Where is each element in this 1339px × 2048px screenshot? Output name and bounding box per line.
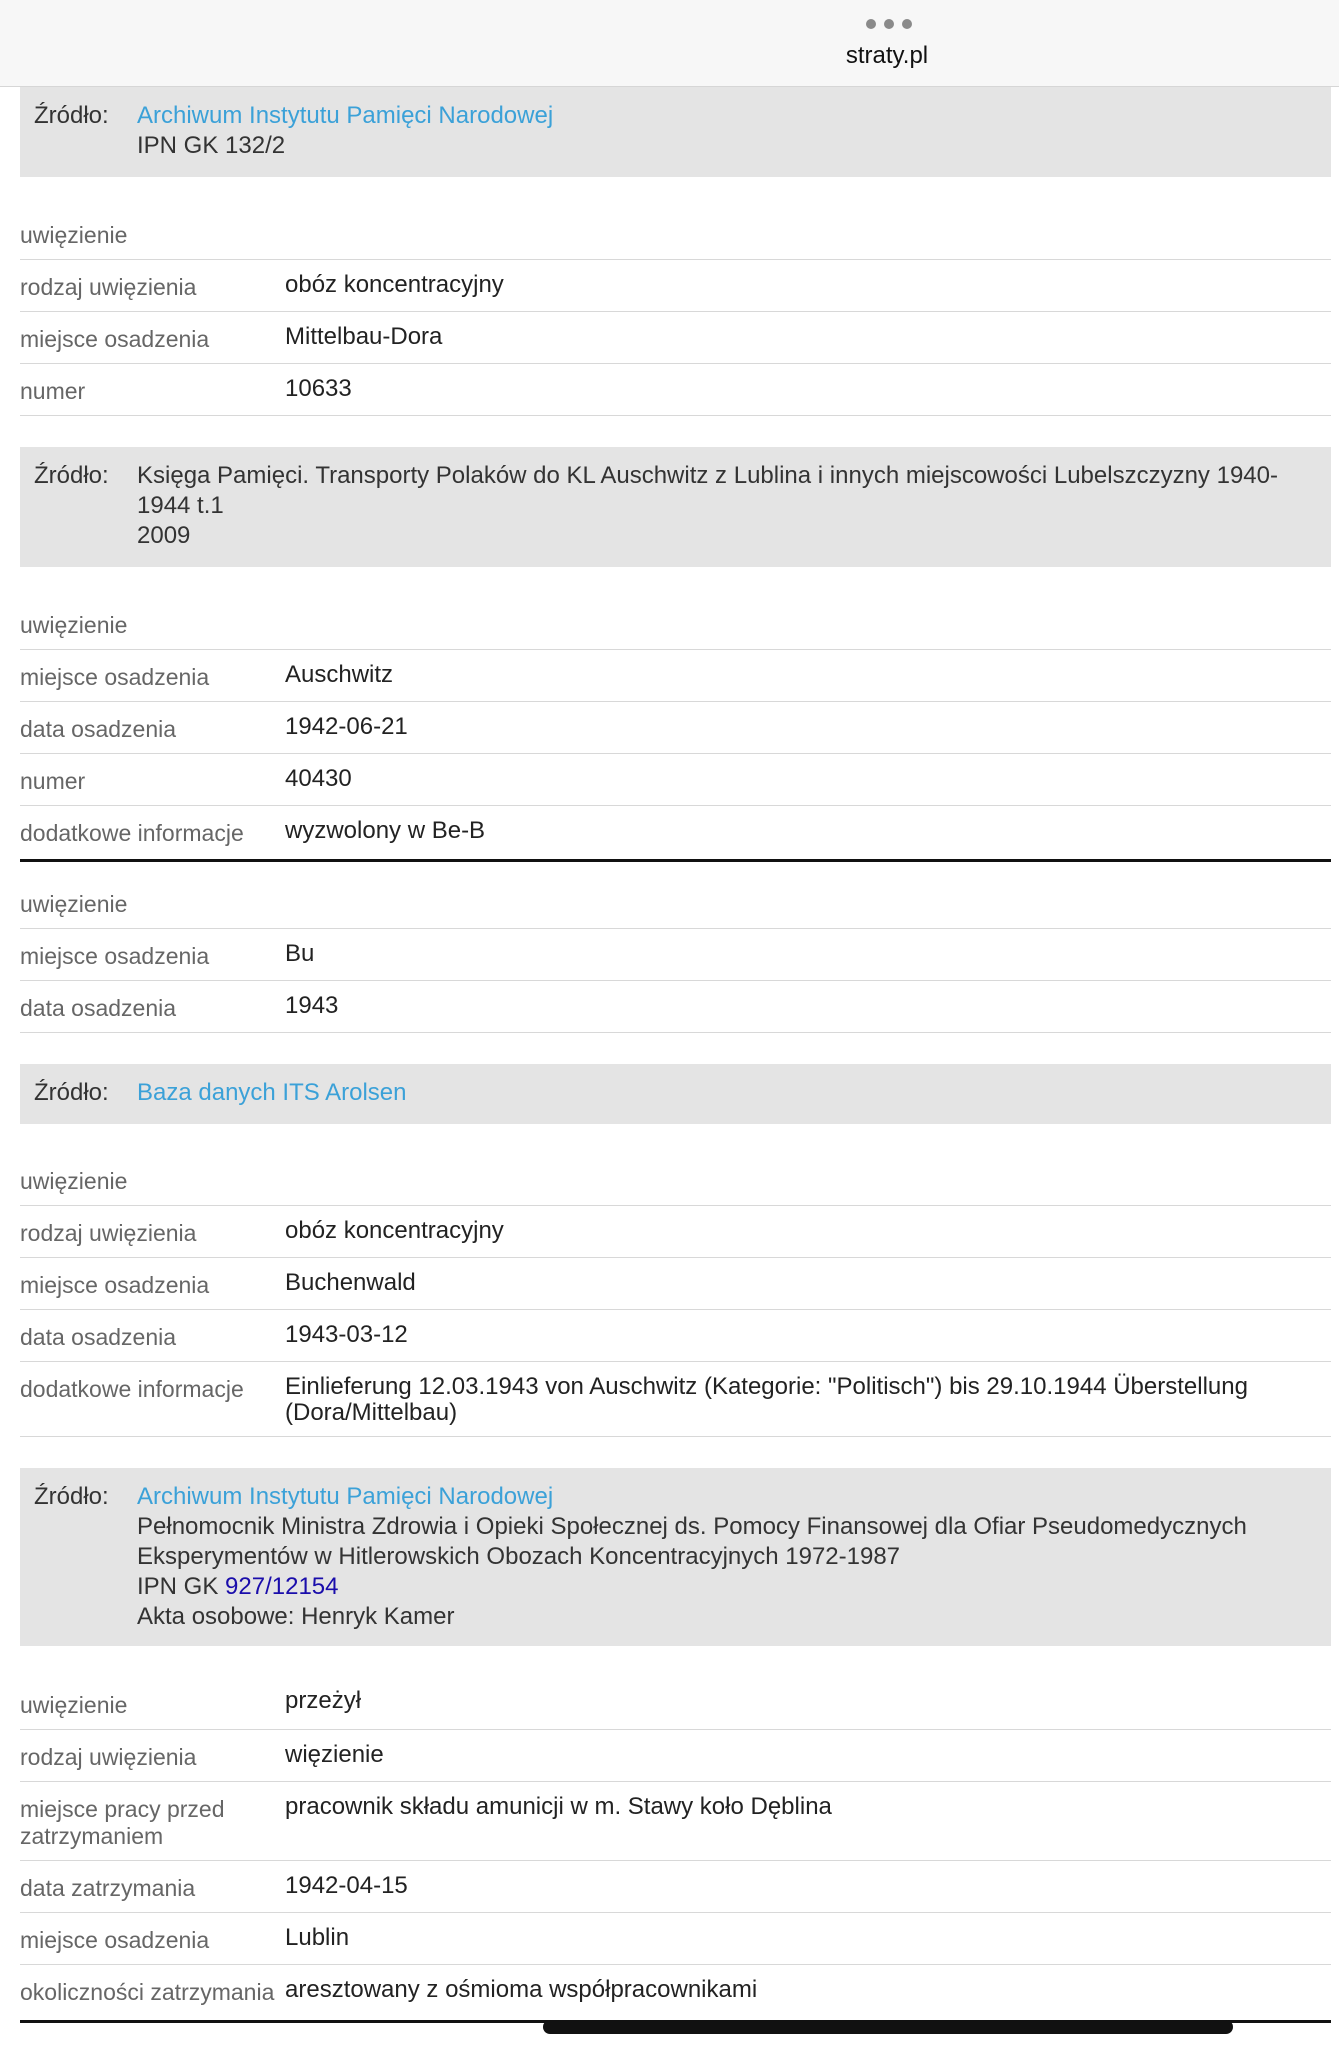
table-row [20,1164,1331,1206]
source-year: 2009 [137,522,191,549]
row-value: wyzwolony w Be-B [285,817,486,844]
row-value: 40430 [285,765,352,792]
row-key: data osadzenia [20,995,177,1021]
row-value: 1943 [285,992,339,1019]
source-label: Źródło: [34,102,109,129]
table-row [20,312,1331,364]
row-value: 1942-04-15 [285,1872,408,1899]
row-key: rodzaj uwięzienia [20,274,197,300]
row-key: miejsce osadzenia [20,1927,210,1953]
table-row [20,218,1331,260]
table-row [20,1782,1331,1861]
table-row [20,1965,1331,2023]
source-label: Źródło: [34,1483,109,1510]
row-value: 10633 [285,375,352,402]
row-key: miejsce osadzenia [20,943,210,969]
source-ipn [137,1572,1317,1602]
browser-top-bar [0,0,1339,87]
row-value: 1942-06-21 [285,713,408,740]
row-key: uwięzienie [20,222,128,248]
table-row [20,1310,1331,1362]
row-key: dodatkowe informacje [20,820,244,846]
row-value: obóz koncentracyjny [285,271,504,298]
ipn-link[interactable]: 927/12154 [225,1573,339,1600]
row-key: rodzaj uwięzienia [20,1220,197,1246]
row-value: Lublin [285,1924,350,1951]
ipn-prefix: IPN GK [137,1573,226,1600]
table-row [20,650,1331,702]
row-value: Einlieferung 12.03.1943 von Auschwitz (Kategorie: "Politisch") bis 29.10.1944 Überstellung [285,1373,1248,1400]
table-row [20,806,1331,862]
table-row [20,929,1331,981]
row-key: uwięzienie [20,1692,128,1718]
row-value: przeżył [285,1687,362,1714]
source-title: Księga Pamięci. Transporty Polaków do KL Auschwitz z Lublina i innych miejscowości Lubelszczyzny 1940- [137,462,1278,489]
row-value: aresztowany z ośmioma współpracownikami [285,1976,758,2003]
source-reference: IPN GK 132/2 [137,132,286,159]
source-link[interactable]: Archiwum Instytutu Pamięci Narodowej [137,102,554,129]
site-domain[interactable]: straty.pl [845,42,929,69]
source-link[interactable]: Baza danych ITS Arolsen [137,1079,407,1106]
row-key: data osadzenia [20,716,177,742]
row-key: uwięzienie [20,891,128,917]
row-value: 1943-03-12 [285,1321,408,1348]
row-key: data zatrzymania [20,1875,196,1901]
source-box [20,447,1331,567]
table-row [20,981,1331,1033]
source-title-cont: 1944 t.1 [137,492,224,519]
row-key: numer [20,378,86,404]
row-key: okoliczności zatrzymania [20,1979,275,2005]
row-value-cont: (Dora/Mittelbau) [285,1399,458,1426]
row-key: miejsce pracy przed [20,1796,225,1822]
source-box [20,1064,1331,1124]
row-key-cont: zatrzymaniem [20,1823,164,1849]
row-value: więzienie [285,1741,384,1768]
home-indicator[interactable] [543,2020,1233,2034]
more-options-icon[interactable] [866,18,912,30]
table-row [20,888,1331,929]
table-row [20,1730,1331,1782]
source-desc-line: Eksperymentów w Hitlerowskich Obozach Koncentracyjnych 1972-1987 [137,1543,901,1570]
row-value: Auschwitz [285,661,394,688]
row-key: uwięzienie [20,1168,128,1194]
row-value: obóz koncentracyjny [285,1217,504,1244]
table-row [20,1258,1331,1310]
table-row [20,1362,1331,1437]
source-label: Źródło: [34,462,109,489]
row-key: miejsce osadzenia [20,664,210,690]
source-label: Źródło: [34,1079,109,1106]
row-value: Bu [285,940,315,967]
row-key: data osadzenia [20,1324,177,1350]
source-link[interactable]: Archiwum Instytutu Pamięci Narodowej [137,1483,554,1510]
table-row [20,1861,1331,1913]
table-row [20,1913,1331,1965]
table-row [20,364,1331,416]
row-value: pracownik składu amunicji w m. Stawy koło Dęblina [285,1793,832,1820]
source-box [20,87,1331,177]
source-desc-line: Pełnomocnik Ministra Zdrowia i Opieki Społecznej ds. Pomocy Finansowej dla Ofiar Pseudomedycznych [137,1513,1247,1540]
table-row [20,754,1331,806]
row-key: numer [20,768,86,794]
row-key: dodatkowe informacje [20,1376,244,1402]
row-key: miejsce osadzenia [20,1272,210,1298]
table-row [20,608,1331,650]
row-key: uwięzienie [20,612,128,638]
table-row [20,1676,1331,1730]
source-box [20,1468,1331,1646]
table-row [20,702,1331,754]
row-key: miejsce osadzenia [20,326,210,352]
table-row [20,1206,1331,1258]
row-value: Mittelbau-Dora [285,323,443,350]
row-key: rodzaj uwięzienia [20,1744,197,1770]
source-akta: Akta osobowe: Henryk Kamer [137,1603,455,1630]
table-row [20,260,1331,312]
row-value: Buchenwald [285,1269,416,1296]
